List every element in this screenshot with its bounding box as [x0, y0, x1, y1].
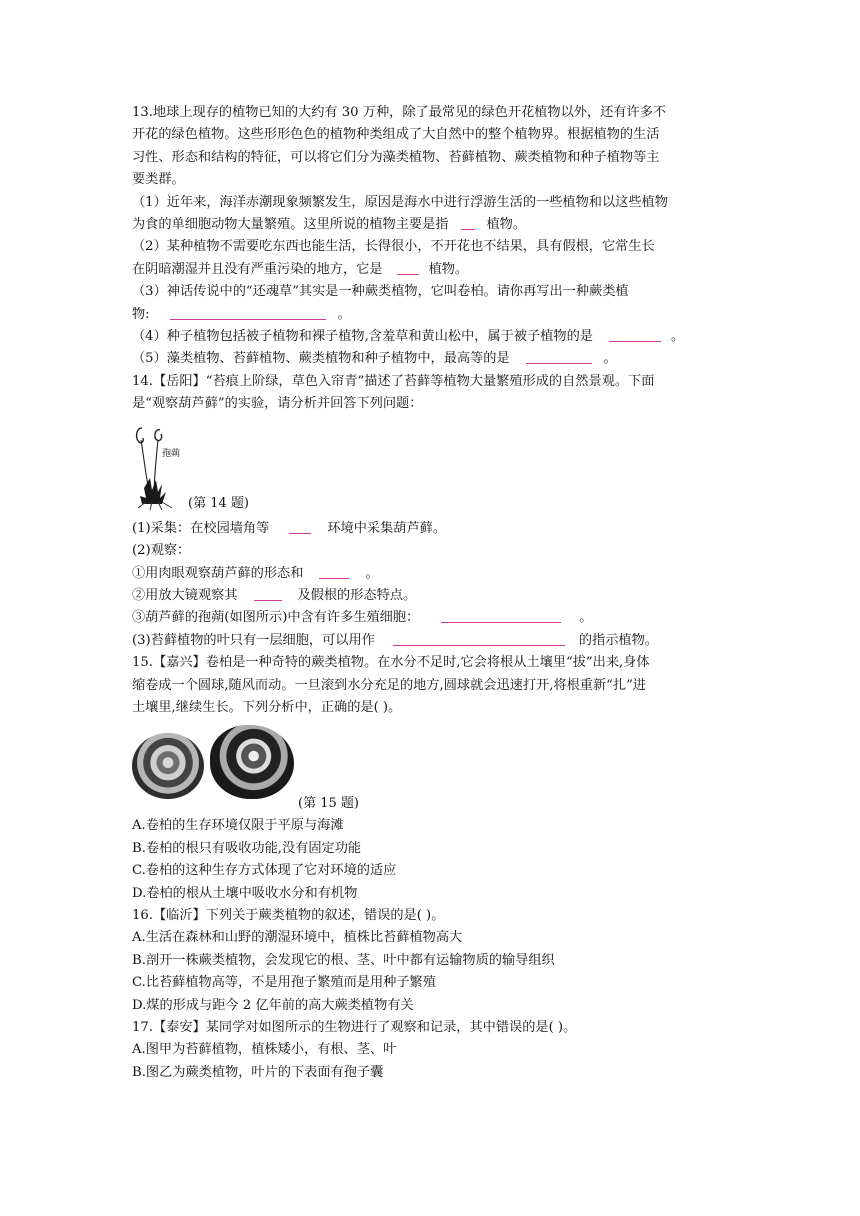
q14-obs2-text: ②用放大镜观察其: [132, 587, 238, 603]
q15-option-a: A.卷柏的生存环境仅限于平原与海滩: [132, 818, 344, 834]
q17-option-a: A.图甲为苔藓植物，植株矮小，有根、茎、叶: [132, 1042, 397, 1058]
q14-obs3-suffix: 。: [579, 610, 593, 626]
q14-obs3: [132, 607, 732, 629]
q16-option-b: B.剖开一株蕨类植物，会发现它的根、茎、叶中都有运输物质的输导组织: [132, 952, 555, 968]
q14-part3: [132, 630, 732, 652]
q13-sub2-text: 在阴暗潮湿并且没有严重污染的地方，它是: [132, 261, 383, 277]
q14-part3-suffix: 的指示植物。: [578, 632, 658, 648]
q13-sub3-suffix: 。: [337, 306, 351, 322]
q14-part3-text: (3)苔藓植物的叶只有一层细胞，可以用作: [132, 632, 375, 648]
answer-blank[interactable]: [609, 327, 661, 342]
q13-intro-line-4: 要类群。: [132, 172, 185, 188]
answer-blank[interactable]: [393, 631, 565, 646]
q16-option-a: A.生活在森林和山野的潮湿环境中，植株比苔藓植物高大: [132, 930, 463, 946]
answer-blank[interactable]: [170, 305, 326, 320]
q13-intro-line-3: 习性、形态和结构的特征，可以将它们分为藻类植物、苔藓植物、蕨类植物和种子植物等主: [132, 149, 660, 165]
q15-option-c: C.卷柏的这种生存方式体现了它对环境的适应: [132, 863, 397, 879]
q13-sub4: [132, 326, 732, 348]
selaginella-open-photo: [210, 725, 294, 799]
q14-obs1: [132, 563, 732, 585]
q13-sub1-text: 为食的单细胞动物大量繁殖。这里所说的植物主要是指: [132, 217, 449, 233]
q14-part1-suffix: 环境中采集葫芦藓。: [327, 520, 447, 536]
q14-stem-line-1: 14.【岳阳】“苔痕上阶绿，草色入帘青”描述了苔藓等植物大量繁殖形成的自然景观。下面: [132, 373, 655, 389]
q13-sub3-line-2: [132, 304, 732, 326]
q13-intro-line-1: 13.地球上现存的植物已知的大约有 30 万种，除了最常见的绿色开花植物以外，还有许多不: [132, 105, 667, 120]
figure-label: 孢蒴: [162, 448, 181, 459]
q13-sub5-suffix: 。: [603, 351, 617, 367]
q15-stem-line-3: 土壤里,继续生长。下列分析中，正确的是( )。: [132, 699, 402, 715]
answer-blank[interactable]: [254, 586, 282, 601]
answer-blank[interactable]: [289, 519, 311, 534]
q15-option-d: D.卷柏的根从土壤中吸收水分和有机物: [132, 885, 358, 901]
q15-figure: [132, 725, 732, 811]
q16-option-c: C.比苔藓植物高等，不是用孢子繁殖而是用种子繁殖: [132, 975, 436, 991]
q17-option-b: B.图乙为蕨类植物，叶片的下表面有孢子囊: [132, 1064, 384, 1080]
q13-sub1-suffix: 植物。: [486, 217, 527, 233]
answer-blank[interactable]: [397, 260, 419, 275]
moss-illustration: [132, 418, 184, 516]
q15-stem-line-1: 15.【嘉兴】卷柏是一种奇特的蕨类植物。在水分不足时,它会将根从土壤里“拔”出来,身体: [132, 655, 650, 671]
q13-intro-line-2: 开花的绿色植物。这些形形色色的植物种类组成了大自然中的整个植物界。根据植物的生活: [132, 127, 660, 143]
q14-part1: [132, 518, 732, 540]
answer-blank[interactable]: [319, 564, 349, 579]
q14-obs2: [132, 585, 732, 607]
q13-sub4-suffix: 。: [670, 329, 685, 345]
q14-stem-line-2: 是“观察葫芦藓”的实验，请分析并回答下列问题：: [132, 396, 423, 412]
q15-stem-line-2: 缩卷成一个圆球,随风而动。一旦滚到水分充足的地方,圆球就会迅速打开,将根重新“扎”进: [132, 677, 646, 693]
q13-sub2-suffix: 植物。: [428, 261, 469, 277]
q14-obs1-suffix: 。: [365, 565, 379, 581]
q13-sub5-text: （5）藻类植物、苔藓植物、蕨类植物和种子植物中，最高等的是: [132, 351, 510, 367]
q14-figure: [132, 418, 732, 516]
q14-obs2-suffix: 及假根的形态特点。: [297, 587, 417, 603]
q13-sub3-text: 物:: [132, 306, 150, 322]
q16-option-d: D.煤的形成与距今 2 亿年前的高大蕨类植物有关: [132, 997, 414, 1013]
q14-caption: (第 14 题): [188, 496, 249, 512]
selaginella-curled-photo: [132, 733, 204, 799]
q13-sub2-line-2: [132, 259, 732, 281]
q15-option-b: B.卷柏的根只有吸收功能,没有固定功能: [132, 840, 362, 856]
q16-stem: 16.【临沂】下列关于蕨类植物的叙述，错误的是( )。: [132, 907, 445, 923]
q13-sub1-line-2: [132, 214, 732, 236]
q13-sub1-line-1: （1）近年来，海洋赤潮现象频繁发生，原因是海水中进行浮游生活的一些植物和以这些植物: [132, 194, 668, 210]
answer-blank[interactable]: [526, 349, 592, 364]
q13-sub3-line-1: （3）神话传说中的“还魂草”其实是一种蕨类植物，它叫卷柏。请你再写出一种蕨类植: [132, 284, 629, 300]
selaginella-photos: [132, 725, 294, 799]
q14-part1-text: (1)采集：在校园墙角等: [132, 520, 270, 536]
answer-blank[interactable]: [461, 215, 475, 230]
answer-blank[interactable]: [441, 608, 561, 623]
q14-obs3-text: ③葫芦藓的孢蒴(如图所示)中含有许多生殖细胞：: [132, 610, 420, 626]
q14-part2: (2)观察：: [132, 543, 191, 559]
q15-caption: (第 15 题): [298, 795, 359, 811]
q13-sub4-text: （4）种子植物包括被子植物和裸子植物,含羞草和黄山松中，属于被子植物的是: [132, 329, 593, 345]
q17-stem: 17.【泰安】某同学对如图所示的生物进行了观察和记录，其中错误的是( )。: [132, 1020, 577, 1035]
q13-sub5: [132, 348, 732, 370]
document-page: [132, 102, 732, 1084]
q13-sub2-line-1: （2）某种植物不需要吃东西也能生活，长得很小，不开花也不结果，具有假根，它常生长: [132, 239, 655, 255]
q14-obs1-text: ①用肉眼观察葫芦藓的形态和: [132, 565, 304, 581]
